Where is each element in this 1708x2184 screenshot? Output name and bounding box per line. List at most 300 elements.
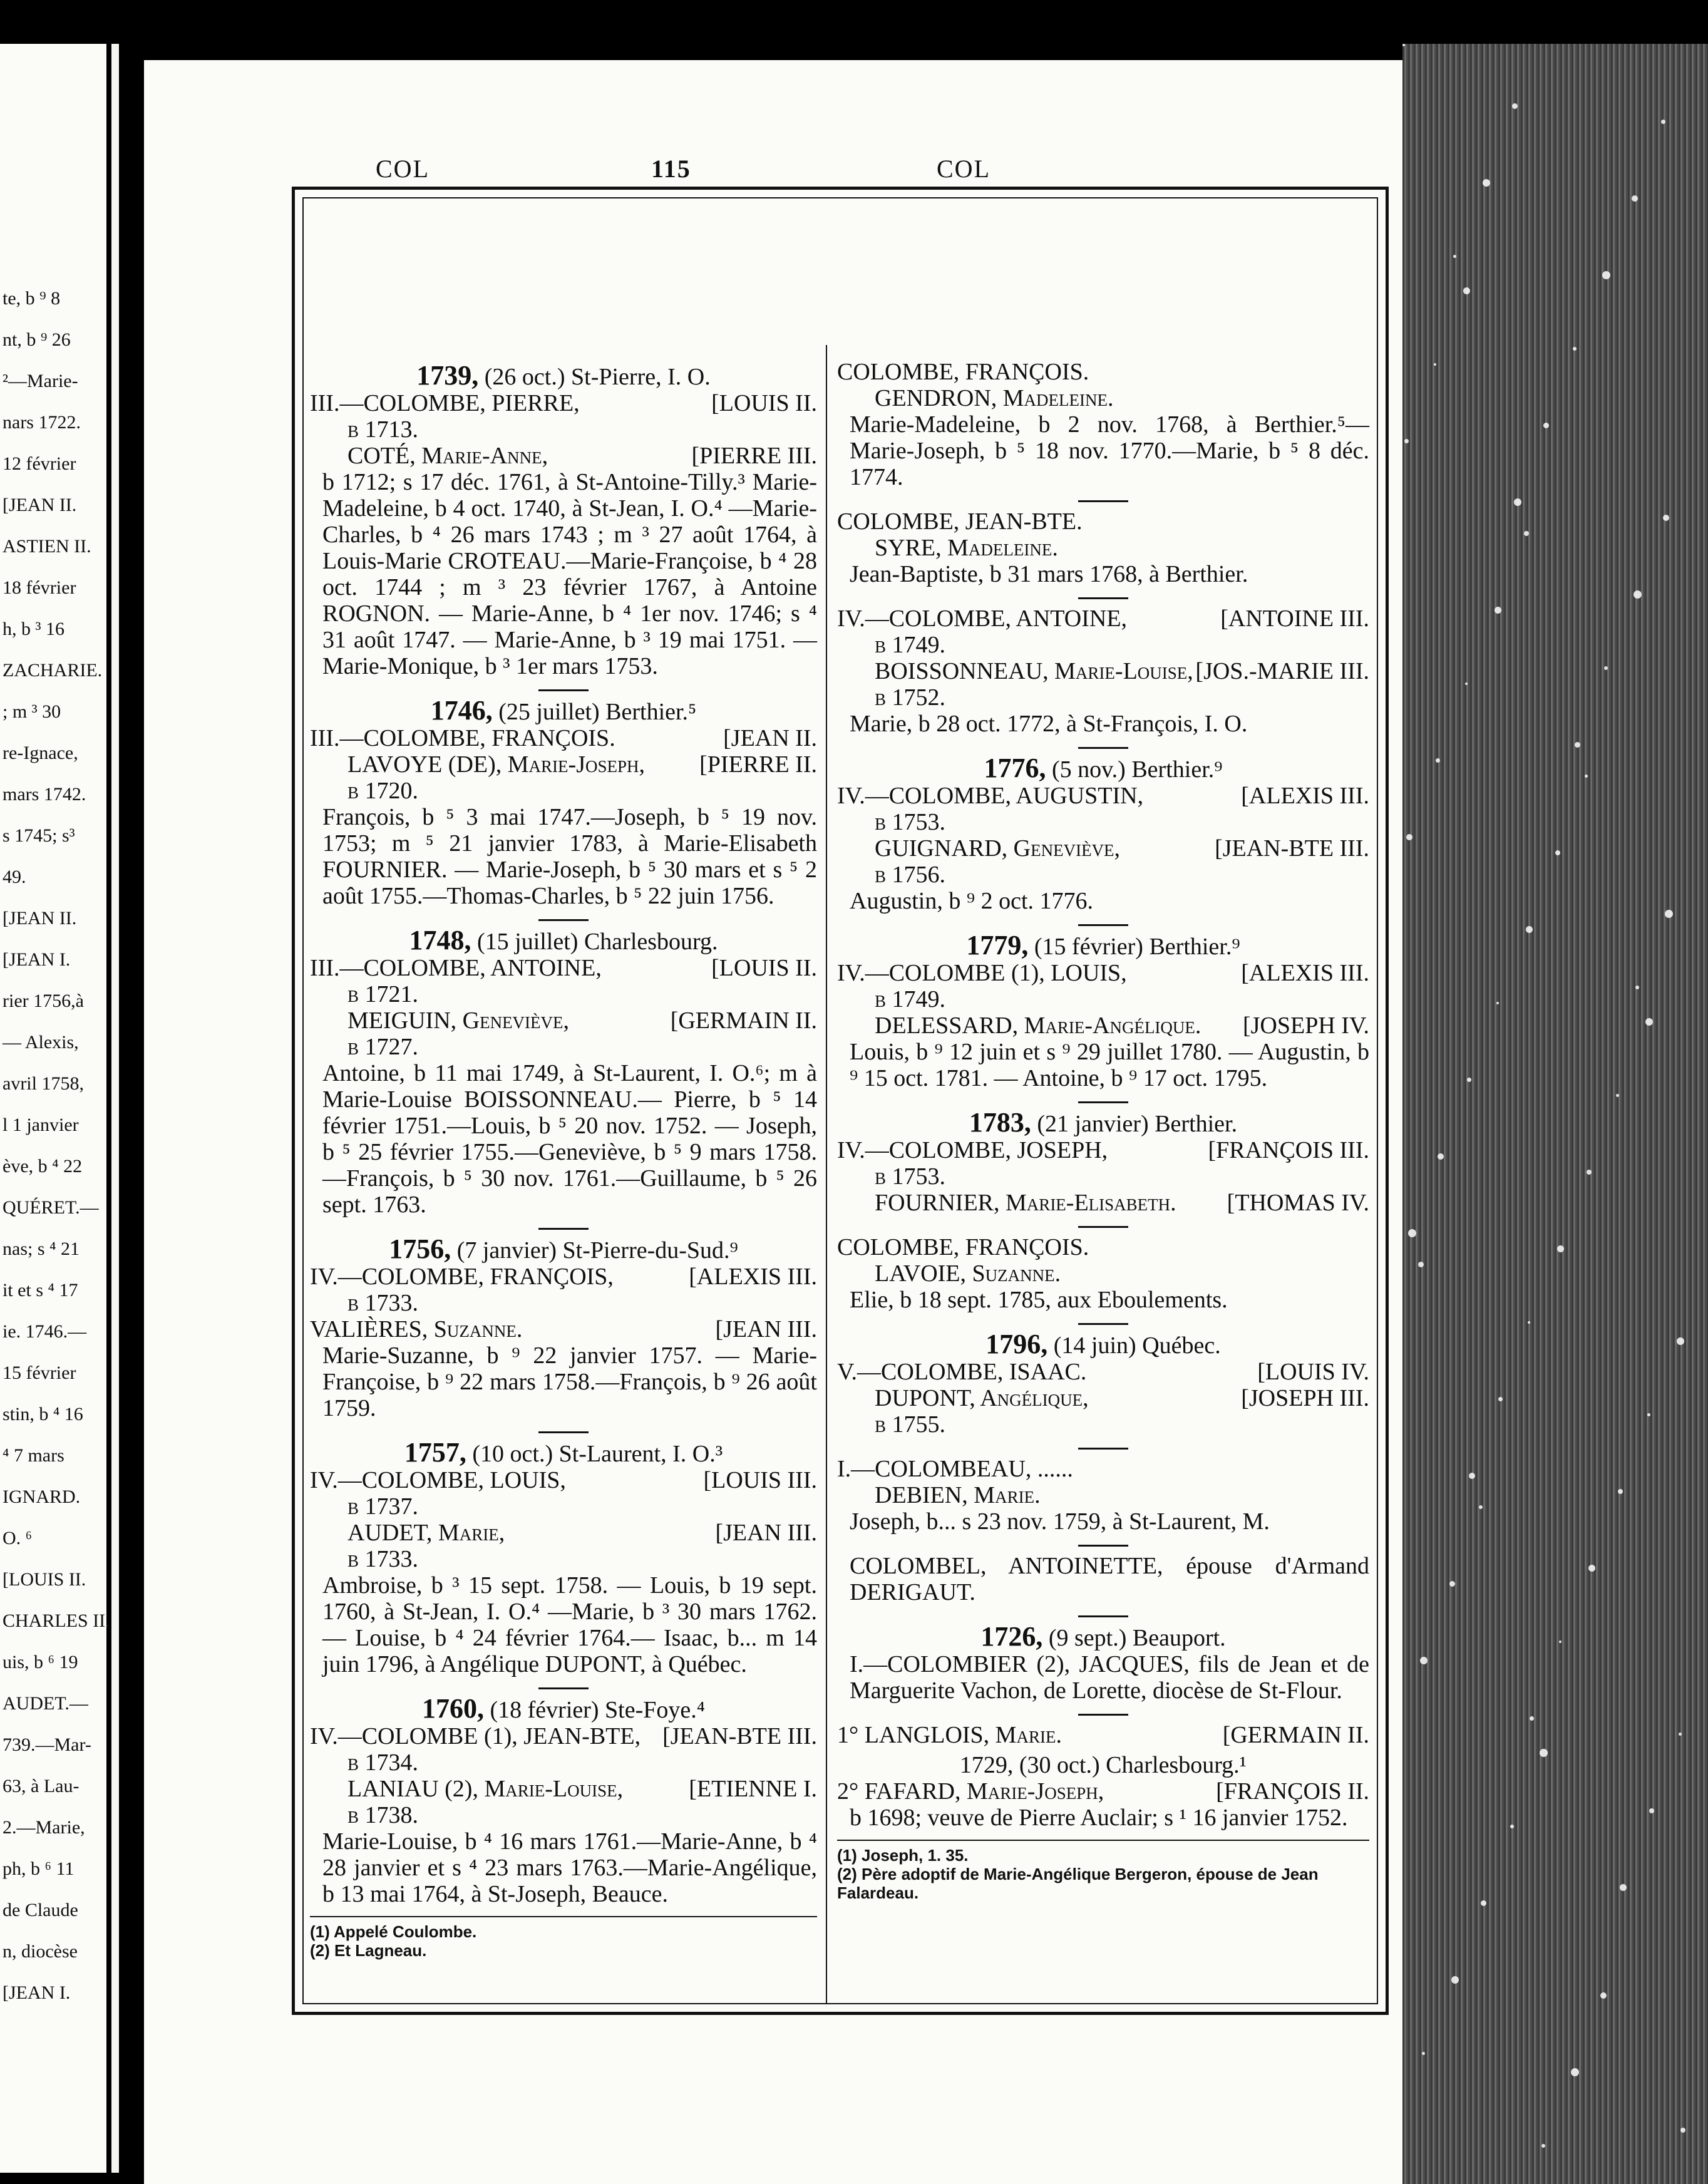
entry-line	[837, 632, 1369, 658]
marriage-year: 1776,	[984, 753, 1046, 783]
running-head-right: COL	[937, 155, 990, 183]
genealogy-entry	[837, 605, 1369, 737]
entry-line	[310, 443, 817, 469]
entry-children: Joseph, b... s 23 nov. 1759, à St-Laurent, M.	[850, 1508, 1270, 1535]
scan-speck	[1543, 423, 1549, 428]
entry-line	[837, 684, 1369, 711]
left-page-fragment: ²—Marie-	[3, 371, 78, 391]
entry-line	[837, 359, 1369, 385]
entry-children: Antoine, b 11 mai 1749, à St-Laurent, I. O.⁶; m à Marie-Louise BOISSONNEAU.— Pierre, b ⁵ 14 février 1751.—Louis, b ⁵ 20 nov. 1752. — Joseph, b ⁵ 25 février 1755.—Geneviève, b ⁵ 9 mars 1758. —François, b ⁵ 30 nov. 1761.—Guillaume, b ⁵ 26 sept. 1763.	[322, 1060, 817, 1218]
scan-speck	[1555, 850, 1560, 855]
genealogy-entry	[310, 1437, 817, 1677]
parent-reference: [FRANÇOIS III.	[1208, 1137, 1369, 1163]
left-page-fragment: 18 février	[3, 577, 76, 598]
entry-separator	[538, 1228, 589, 1230]
scan-speck	[1422, 2052, 1425, 2055]
person-name: GENDRON, Madeleine.	[875, 385, 1114, 411]
parent-reference: [ETIENNE I.	[689, 1776, 817, 1802]
person-name: DUPONT, Angélique,	[875, 1385, 1089, 1411]
entry-separator	[1078, 747, 1128, 749]
person-name: b 1749.	[875, 632, 946, 658]
entry-children: Marie-Suzanne, b ⁹ 22 janvier 1757. — Marie-Françoise, b ⁹ 22 mars 1758.—François, b ⁹ 26 août 1759.	[322, 1342, 817, 1421]
genealogy-entry	[837, 508, 1369, 587]
entry-line	[837, 1411, 1369, 1438]
scan-speck	[1620, 1884, 1627, 1891]
previous-page-fragment	[0, 44, 110, 2173]
genealogy-entry	[310, 1693, 817, 1907]
entry-line	[837, 1482, 1369, 1508]
scan-speck	[1541, 2144, 1545, 2148]
genealogy-entry	[310, 695, 817, 909]
scan-speck	[1404, 439, 1409, 443]
person-name: SYRE, Madeleine.	[875, 535, 1058, 561]
person-name: IV.—COLOMBE, AUGUSTIN,	[837, 783, 1144, 809]
entry-children: Elie, b 18 sept. 1785, aux Eboulements.	[850, 1287, 1228, 1313]
person-name: COLOMBE, FRANÇOIS.	[837, 1234, 1089, 1260]
entry-line	[310, 1802, 817, 1828]
person-name: DEBIEN, Marie.	[875, 1482, 1041, 1508]
footnote: (1) Appelé Coulombe.	[310, 1922, 477, 1941]
marriage-place: (26 oct.) St-Pierre, I. O.	[484, 364, 711, 390]
person-name: V.—COLOMBE, ISAAC.	[837, 1359, 1087, 1385]
person-name: b 1737.	[347, 1493, 419, 1520]
scan-speck	[1649, 1808, 1654, 1813]
scan-speck	[1481, 1900, 1486, 1906]
marriage-year: 1796,	[985, 1329, 1048, 1359]
page-number: 115	[651, 155, 691, 183]
person-name: b 1721.	[347, 981, 419, 1007]
left-page-fragment: l 1 janvier	[3, 1115, 79, 1135]
genealogy-entry	[837, 1621, 1369, 1704]
left-page-fragment: it et s ⁴ 17	[3, 1280, 78, 1301]
entry-separator	[538, 919, 589, 921]
scan-speck	[1647, 1413, 1650, 1416]
person-name: b 1753.	[875, 809, 946, 835]
scan-speck	[1645, 1018, 1653, 1026]
entry-children: Marie, b 28 oct. 1772, à St-François, I. O.	[850, 711, 1248, 737]
entry-separator	[538, 689, 589, 691]
marriage-heading	[837, 1331, 1369, 1359]
scan-speck	[1632, 195, 1638, 202]
footnote-rule	[837, 1840, 1369, 1841]
page-frame	[292, 187, 1389, 2015]
marriage-place: (9 sept.) Beauport.	[1048, 1625, 1226, 1651]
entry-line	[837, 658, 1369, 684]
page	[144, 60, 1402, 2184]
parent-reference: [JEAN III.	[715, 1316, 817, 1342]
parent-reference: [LOUIS III.	[703, 1467, 817, 1493]
left-page-fragment: uis, b ⁶ 19	[3, 1652, 78, 1672]
scan-speck	[1453, 255, 1456, 258]
entry-children: Ambroise, b ³ 15 sept. 1758. — Louis, b 19 sept. 1760, à St-Jean, I. O.⁴ —Marie, b ³ 30 mars 1762. — Louise, b ⁴ 24 février 1764.— Isaac, b... m 14 juin 1796, à Angélique DUPONT, à Québec.	[322, 1572, 817, 1677]
person-name: 2° FAFARD, Marie-Joseph,	[837, 1778, 1104, 1805]
left-page-fragment: — Alexis,	[3, 1032, 79, 1053]
scan-speck	[1661, 120, 1665, 124]
marriage-place: (15 juillet) Charlesbourg.	[476, 929, 718, 955]
entry-line	[837, 605, 1369, 632]
scan-speck	[1540, 1749, 1548, 1757]
person-name: IV.—COLOMBE, FRANÇOIS,	[310, 1264, 614, 1290]
marriage-year: 1757,	[404, 1437, 466, 1468]
person-name: b 1720.	[347, 778, 419, 804]
marriage-place: (14 juin) Québec.	[1053, 1332, 1221, 1359]
entry-children: Marie-Madeleine, b 2 nov. 1768, à Berthier.⁵— Marie-Joseph, b ⁵ 18 nov. 1770.—Marie, b ⁵ 8 déc. 1774.	[850, 411, 1369, 490]
scan-speck	[1434, 363, 1436, 366]
parent-reference: [LOUIS IV.	[1257, 1359, 1369, 1385]
scan-speck	[1498, 1397, 1503, 1401]
person-name: IV.—COLOMBE, ANTOINE,	[837, 605, 1128, 632]
scan-speck	[1402, 44, 1405, 46]
person-name: b 1733.	[347, 1290, 419, 1316]
entry-line	[310, 1290, 817, 1316]
entry-separator	[538, 1687, 589, 1689]
entry-line	[837, 809, 1369, 835]
entry-line	[837, 1778, 1369, 1805]
page-gutter	[111, 44, 119, 2173]
genealogy-entry	[837, 1722, 1369, 1831]
person-name: b 1734.	[347, 1749, 419, 1776]
entry-line	[837, 1359, 1369, 1385]
footnote: (2) Et Lagneau.	[310, 1941, 427, 1960]
scan-speck	[1600, 1992, 1607, 1999]
person-name: AUDET, Marie,	[347, 1520, 505, 1546]
entry-line	[837, 960, 1369, 986]
entry-children: b 1712; s 17 déc. 1761, à St-Antoine-Tilly.³ Marie-Madeleine, b 4 oct. 1740, à St-Jean, I. O.⁴ —Marie-Charles, b ⁴ 26 mars 1743 ; m ³ 27 août 1764, à Louis-Marie CROTEAU.—Marie-Françoise, b ⁴ 28 oct. 1744 ; m ³ 23 février 1767, à Antoine ROGNON. — Marie-Anne, b ⁴ 1er nov. 1746; s ⁴ 31 août 1747. — Marie-Anne, b ³ 19 mai 1751. — Marie-Monique, b ³ 1er mars 1753.	[322, 469, 817, 679]
parent-reference: [GERMAIN II.	[1222, 1722, 1369, 1748]
person-name: COLOMBE, JEAN-BTE.	[837, 508, 1083, 535]
scan-speck	[1420, 1657, 1428, 1664]
scan-speck	[1602, 271, 1610, 279]
left-page-fragment: re-Ignace,	[3, 743, 78, 763]
marriage-place: (7 janvier) St-Pierre-du-Sud.⁹	[456, 1237, 738, 1264]
person-name: COLOMBE, FRANÇOIS.	[837, 359, 1089, 385]
person-name: IV.—COLOMBE, JOSEPH,	[837, 1137, 1108, 1163]
scan-speck	[1585, 775, 1588, 778]
entry-line	[310, 1007, 817, 1034]
left-page-fragment: de Claude	[3, 1900, 78, 1920]
entry-children: I.—COLOMBIER (2), JACQUES, fils de Jean et de Marguerite Vachon, de Lorette, diocèse de St-Flour.	[850, 1651, 1369, 1704]
scan-speck	[1465, 682, 1468, 685]
scan-speck	[1524, 531, 1529, 536]
entry-line	[310, 751, 817, 778]
entry-line	[310, 955, 817, 981]
entry-line	[310, 390, 817, 416]
entry-separator	[1078, 924, 1128, 926]
scan-speck	[1618, 1489, 1623, 1494]
parent-reference: [JOS.-MARIE III.	[1195, 658, 1369, 684]
person-name: b 1733.	[347, 1546, 419, 1572]
left-page-fragment: n, diocèse	[3, 1941, 78, 1962]
scan-speck	[1604, 666, 1608, 670]
person-name: DELESSARD, Marie-Angélique.	[875, 1012, 1201, 1039]
person-name: III.—COLOMBE, FRANÇOIS.	[310, 725, 615, 751]
person-name: b 1753.	[875, 1163, 946, 1190]
marriage-heading	[310, 927, 817, 955]
left-page-fragment: nt, b ⁹ 26	[3, 329, 71, 350]
marriage-heading	[310, 1693, 817, 1724]
entry-line	[837, 535, 1369, 561]
entry-separator	[1078, 1226, 1128, 1228]
scan-speck	[1588, 1565, 1595, 1572]
left-page-fragment: ⁴ 7 mars	[3, 1445, 64, 1466]
scan-speck	[1571, 2068, 1579, 2076]
left-page-fragment: te, b ⁹ 8	[3, 288, 61, 309]
scan-speck	[1559, 1641, 1561, 1643]
left-page-fragment: nas; s ⁴ 21	[3, 1239, 80, 1259]
genealogy-entry	[837, 932, 1369, 1091]
marriage-heading	[310, 360, 817, 391]
scan-speck	[1463, 287, 1470, 294]
left-page-fragment: s 1745; s³	[3, 825, 75, 846]
entry-separator	[1078, 597, 1128, 599]
genealogy-entry	[837, 1234, 1369, 1313]
parent-reference: [PIERRE II.	[699, 751, 817, 778]
left-page-fragment: nars 1722.	[3, 412, 81, 433]
marriage-place: (15 février) Berthier.⁹	[1034, 934, 1240, 960]
marriage-heading	[310, 695, 817, 726]
marriage-heading	[837, 932, 1369, 960]
entry-line	[310, 1467, 817, 1493]
entry-line	[837, 1456, 1369, 1482]
scan-speck	[1479, 1505, 1483, 1509]
scan-speck	[1635, 986, 1639, 989]
marriage-place: (18 février) Ste-Foye.⁴	[490, 1697, 706, 1723]
entry-children: Augustin, b ⁹ 2 oct. 1776.	[850, 888, 1094, 914]
scan-speck	[1633, 590, 1642, 599]
marriage-year: 1746,	[430, 695, 493, 726]
genealogy-entry	[837, 1456, 1369, 1535]
left-page-fragment: avril 1758,	[3, 1073, 84, 1094]
entry-line	[310, 416, 817, 443]
left-page-fragment: rier 1756,à	[3, 991, 84, 1011]
parent-reference: [THOMAS IV.	[1227, 1190, 1369, 1216]
scan-speck	[1575, 742, 1580, 748]
person-name: b 1738.	[347, 1802, 419, 1828]
left-page-fragment: ASTIEN II.	[3, 536, 91, 557]
person-name: III.—COLOMBE, PIERRE,	[310, 390, 580, 416]
person-name: b 1713.	[347, 416, 419, 443]
entry-children: b 1698; veuve de Pierre Auclair; s ¹ 16 janvier 1752.	[850, 1805, 1348, 1831]
marriage-heading	[310, 1437, 817, 1468]
scan-speck	[1557, 1245, 1564, 1252]
scan-speck	[1679, 1733, 1682, 1736]
parent-reference: [ALEXIS III.	[1241, 960, 1369, 986]
person-name: b 1727.	[347, 1034, 419, 1060]
entry-line	[837, 835, 1369, 862]
entry-line	[837, 1722, 1369, 1748]
entry-line	[310, 1034, 817, 1060]
entry-line	[310, 1493, 817, 1520]
genealogy-entry	[310, 360, 817, 679]
entry-children: Louis, b ⁹ 12 juin et s ⁹ 29 juillet 1780. — Augustin, b ⁹ 15 oct. 1781. — Antoine, b ⁹ 17 oct. 1795.	[850, 1039, 1369, 1091]
scan-speck	[1494, 607, 1501, 614]
footnote: (1) Joseph, 1. 35.	[837, 1846, 969, 1865]
genealogy-entry	[837, 755, 1369, 914]
left-page-fragment: [JEAN I.	[3, 949, 71, 970]
entry-separator	[1078, 1615, 1128, 1617]
entry-separator	[1078, 1448, 1128, 1450]
left-page-fragment: CHARLES II.	[3, 1610, 110, 1631]
genealogy-entry	[837, 1553, 1369, 1605]
parent-reference: [JOSEPH IV.	[1242, 1012, 1369, 1039]
entry-line	[837, 1385, 1369, 1411]
parent-reference: [JEAN III.	[715, 1520, 817, 1546]
footnote: (2) Père adoptif de Marie-Angélique Bergeron, épouse de Jean Falardeau.	[837, 1865, 1319, 1902]
left-page-fragment: [JEAN II.	[3, 908, 77, 929]
left-page-fragment: 49.	[3, 867, 26, 887]
scan-speck	[1408, 1229, 1416, 1237]
marriage-year: 1760,	[421, 1693, 484, 1724]
scan-speck	[1469, 1473, 1475, 1479]
person-name: LANIAU (2), Marie-Louise,	[347, 1776, 624, 1802]
marriage-place: (21 janvier) Berthier.	[1037, 1111, 1238, 1137]
left-page-fragment: 12 février	[3, 453, 76, 474]
parent-reference: [LOUIS II.	[711, 955, 817, 981]
parent-reference: [ALEXIS III.	[689, 1264, 817, 1290]
left-page-fragment: ph, b ⁶ 11	[3, 1858, 75, 1879]
marriage-year: 1756,	[389, 1234, 451, 1264]
person-name: b 1755.	[875, 1411, 946, 1438]
parent-reference: [JEAN-BTE III.	[1215, 835, 1369, 862]
person-name: b 1752.	[875, 684, 946, 711]
left-page-fragment: [JEAN II.	[3, 495, 77, 515]
genealogy-entry	[310, 927, 817, 1218]
parent-reference: [PIERRE III.	[691, 443, 817, 469]
left-page-fragment: stin, b ⁴ 16	[3, 1404, 83, 1424]
person-name: GUIGNARD, Geneviève,	[875, 835, 1121, 862]
entry-line	[837, 1163, 1369, 1190]
person-name: LAVOIE, Suzanne.	[875, 1260, 1061, 1287]
parent-reference: [GERMAIN II.	[670, 1007, 817, 1034]
scan-speck	[1436, 758, 1440, 763]
left-column	[310, 359, 817, 1960]
scan-speck	[1587, 1170, 1592, 1175]
marriage-heading	[837, 755, 1369, 783]
entry-line	[837, 385, 1369, 411]
left-page-fragment: IGNARD.	[3, 1486, 81, 1507]
entry-line	[837, 783, 1369, 809]
entry-line	[310, 1723, 817, 1749]
parent-reference: [JEAN II.	[723, 725, 817, 751]
person-name: I.—COLOMBEAU, ......	[837, 1456, 1073, 1482]
entry-line	[837, 1190, 1369, 1216]
entry-separator	[538, 1431, 589, 1433]
scan-speck	[1467, 1078, 1471, 1082]
left-page-fragment: AUDET.—	[3, 1693, 88, 1714]
entry-line	[837, 862, 1369, 888]
book-edge	[1402, 44, 1708, 2184]
scan-speck	[1483, 179, 1490, 187]
scan-speck	[1526, 926, 1533, 933]
entry-line	[310, 778, 817, 804]
scan-speck	[1514, 498, 1521, 506]
marriage-year: 1726,	[980, 1621, 1043, 1652]
parent-reference: [LOUIS II.	[711, 390, 817, 416]
left-page-fragment: O. ⁶	[3, 1528, 33, 1548]
scan-speck	[1406, 834, 1412, 840]
genealogy-entry	[837, 359, 1369, 490]
entry-line	[310, 1749, 817, 1776]
person-name: b 1756.	[875, 862, 946, 888]
marriage-place: (5 nov.) Berthier.⁹	[1052, 756, 1223, 783]
marriage-year: 1739,	[416, 360, 479, 391]
parent-reference: [ALEXIS III.	[1241, 783, 1369, 809]
scan-speck	[1665, 910, 1673, 918]
left-page-fragment: 739.—Mar-	[3, 1734, 91, 1755]
entry-line	[837, 1260, 1369, 1287]
person-name: b 1749.	[875, 986, 946, 1012]
left-page-fragment: QUÉRET.—	[3, 1197, 99, 1218]
scan-speck	[1438, 1153, 1444, 1160]
left-page-fragment: 63, à Lau-	[3, 1776, 80, 1796]
scan-speck	[1418, 1262, 1424, 1267]
entry-children: Marie-Louise, b ⁴ 16 mars 1761.—Marie-Anne, b ⁴ 28 janvier et s ⁴ 23 mars 1763.—Marie-Angélique, b 13 mai 1764, à St-Joseph, Beauce.	[322, 1828, 817, 1907]
entry-line	[310, 1520, 817, 1546]
entry-line	[837, 986, 1369, 1012]
marriage-year: 1779,	[966, 930, 1029, 961]
entry-line	[837, 508, 1369, 535]
scan-speck	[1663, 515, 1669, 521]
entry-children: COLOMBEL, ANTOINETTE, épouse d'Armand DERIGAUT.	[850, 1553, 1369, 1605]
entry-line	[310, 981, 817, 1007]
scan-speck	[1677, 1337, 1684, 1345]
person-name: LAVOYE (DE), Marie-Joseph,	[347, 751, 646, 778]
column-divider	[826, 345, 827, 2004]
scan-speck	[1449, 1581, 1455, 1587]
entry-line	[837, 1137, 1369, 1163]
marriage-year: 1748,	[409, 925, 471, 956]
scan-speck	[1530, 1716, 1534, 1721]
parent-reference: [JOSEPH III.	[1241, 1385, 1369, 1411]
left-page-fragment: 2.—Marie,	[3, 1817, 85, 1838]
entry-children: François, b ⁵ 3 mai 1747.—Joseph, b ⁵ 19 nov. 1753; m ⁵ 21 janvier 1783, à Marie-Elisabeth FOURNIER. — Marie-Joseph, b ⁵ 30 mars et s ⁵ 2 août 1755.—Thomas-Charles, b ⁵ 22 juin 1756.	[322, 804, 817, 909]
person-name: III.—COLOMBE, ANTOINE,	[310, 955, 602, 981]
entry-line	[310, 1776, 817, 1802]
scan-speck	[1528, 1321, 1530, 1324]
left-page-fragment: [JEAN I.	[3, 1982, 71, 2003]
person-name: 1° LANGLOIS, Marie.	[837, 1722, 1062, 1748]
scan-speck	[1512, 103, 1518, 109]
right-column	[837, 359, 1369, 1902]
person-name: MEIGUIN, Geneviève,	[347, 1007, 570, 1034]
marriage-heading	[310, 1236, 817, 1264]
left-page-fragment: mars 1742.	[3, 784, 86, 805]
scan-speck	[1496, 1002, 1499, 1004]
parent-reference: [ANTOINE III.	[1220, 605, 1369, 632]
left-page-fragment: ie. 1746.—	[3, 1321, 87, 1342]
scan-speck	[1451, 1976, 1459, 1984]
entry-line	[837, 1012, 1369, 1039]
entry-line	[310, 1264, 817, 1290]
left-page-fragment: 15 février	[3, 1362, 76, 1383]
entry-line	[310, 1546, 817, 1572]
left-page-fragment: [LOUIS II.	[3, 1569, 86, 1590]
parent-reference: [FRANÇOIS II.	[1216, 1778, 1369, 1805]
scan-speck	[1616, 1094, 1619, 1097]
person-name: IV.—COLOMBE, LOUIS,	[310, 1467, 566, 1493]
entry-separator	[1078, 1323, 1128, 1325]
person-name: IV.—COLOMBE (1), JEAN-BTE,	[310, 1723, 641, 1749]
genealogy-entry	[310, 1236, 817, 1421]
person-name: COTÉ, Marie-Anne,	[347, 443, 548, 469]
scan-speck	[1510, 1825, 1514, 1828]
scan-speck	[1680, 2128, 1685, 2133]
running-head-left: COL	[376, 155, 430, 183]
left-page-fragment: ève, b ⁴ 22	[3, 1156, 83, 1177]
entry-separator	[1078, 1714, 1128, 1716]
entry-separator	[1078, 1101, 1128, 1103]
entry-separator	[1078, 500, 1128, 502]
